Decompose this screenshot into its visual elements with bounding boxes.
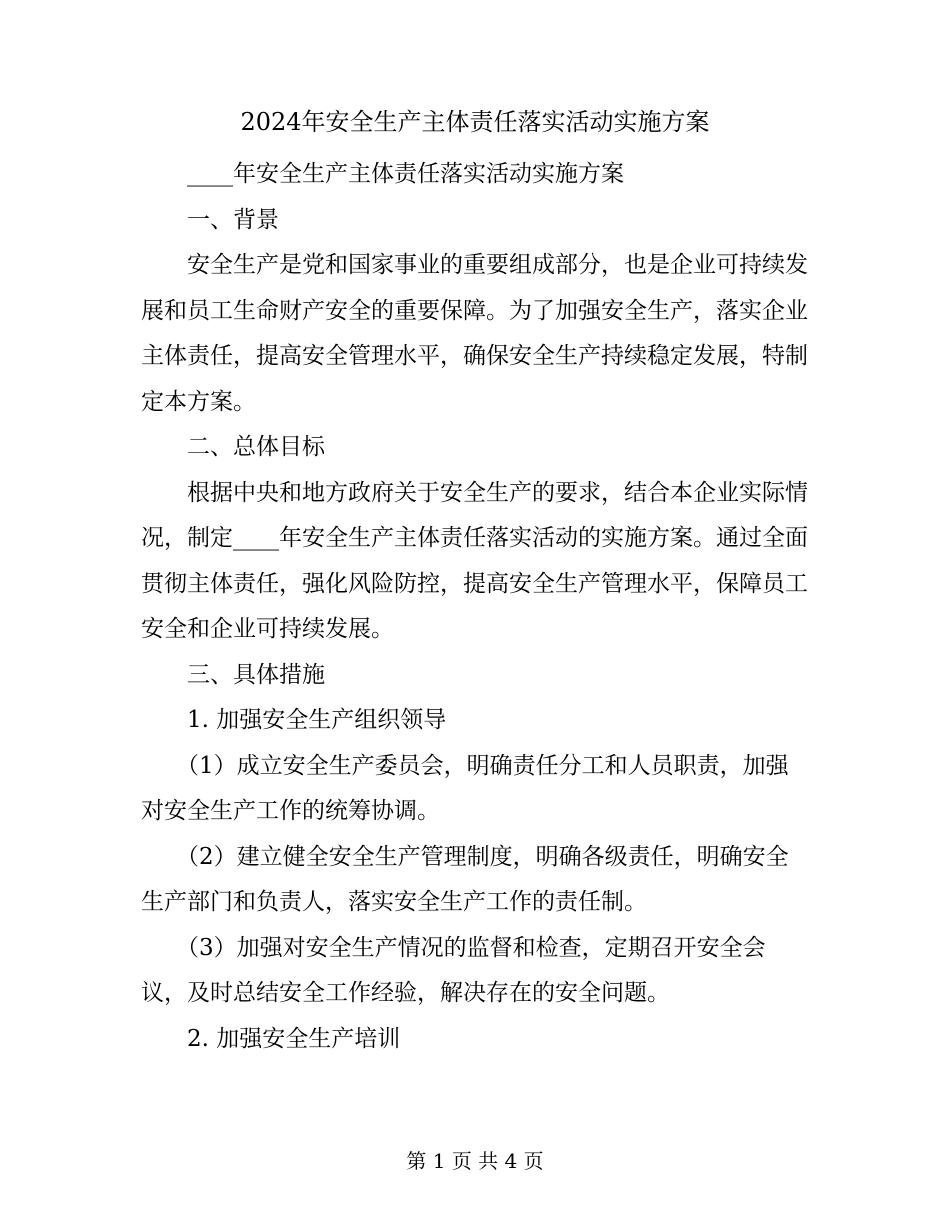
document-body: [141, 152, 811, 1062]
background-paragraph: 安全生产是党和国家事业的重要组成部分，也是企业可持续发展和员工生命财产安全的重要保障。为了加强安全生产，落实企业主体责任，提高安全管理水平，确保安全生产持续稳定发展，特制定本方案。: [141, 252, 808, 415]
overall-goal-paragraph: 根据中央和地方政府关于安全生产的要求，结合本企业实际情况，制定____年安全生产主体责任落实活动的实施方案。通过全面贯彻主体责任，强化风险防控，提高安全生产管理水平，保障员工安全和企业可持续发展。: [141, 479, 808, 642]
document-title: 2024年安全生产主体责任落实活动实施方案: [240, 108, 710, 136]
section-heading-background: 一、背景: [187, 206, 279, 233]
measure-item-1-3: （3）加强对安全生产情况的监督和检查，定期召开安全会议，及时总结安全工作经验，解决存在的安全问题。: [141, 934, 766, 1006]
measure-item-1-1: （1）成立安全生产委员会，明确责任分工和人员职责，加强对安全生产工作的统筹协调。: [141, 752, 789, 824]
subtitle-paragraph: ____年安全生产主体责任落实活动实施方案: [187, 161, 624, 187]
measure-item-1-2: （2）建立健全安全生产管理制度，明确各级责任，明确安全生产部门和负责人，落实安全生产工作的责任制。: [141, 843, 789, 915]
section-heading-overall-goal: 二、总体目标: [187, 434, 325, 460]
measure-heading-1: 1. 加强安全生产组织领导: [187, 707, 447, 733]
measure-heading-2: 2. 加强安全生产培训: [187, 1025, 401, 1052]
page-footer: 第 1 页 共 4 页: [406, 1149, 544, 1173]
section-heading-measures: 三、具体措施: [187, 661, 325, 688]
